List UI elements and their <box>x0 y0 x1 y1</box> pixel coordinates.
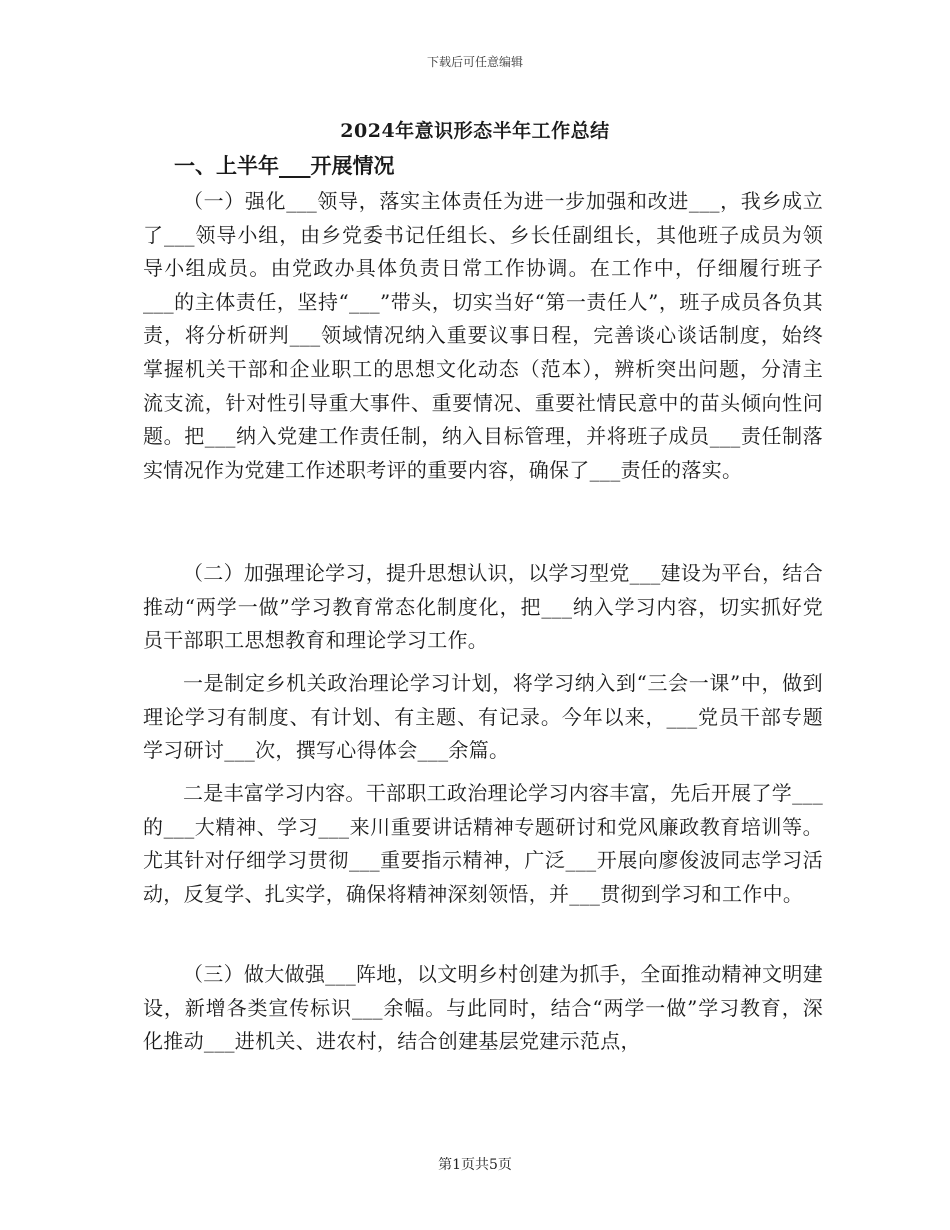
section-heading: 一、上半年___开展情况 <box>174 153 395 178</box>
paragraph-1: （一）强化___领导，落实主体责任为进一步加强和改进___，我乡成立了___领导小组，由乡党委书记任组长、乡长任副组长，其他班子成员为领导小组成员。由党政办具体负责日常工作协调。在工作中，仔细履行班子___的主体责任，坚持“___”带头，切实当好“第一责任人”，班子成员各负其责，将分析研判___领域情况纳入重要议事日程，完善谈心谈话制度，始终掌握机关干部和企业职工的思想文化动态（范本），辨析突出问题，分清主流支流，针对性引导重大事件、重要情况、重要社情民意中的苗头倾向性问题。把___纳入党建工作责任制，纳入目标管理，并将班子成员___责任制落实情况作为党建工作述职考评的重要内容，确保了___责任的落实。 <box>143 189 823 482</box>
paragraph-4: 二是丰富学习内容。干部职工政治理论学习内容丰富，先后开展了学___的___大精神、学习___来川重要讲话精神专题研讨和党风廉政教育培训等。尤其针对仔细学习贯彻___重要指示精神，广泛___开展向廖俊波同志学习活动，反复学、扎实学，确保将精神深刻领悟，并___贯彻到学习和工作中。 <box>143 781 823 906</box>
page-footer: 第1页共5页 <box>438 1157 512 1173</box>
document-title: 2024年意识形态半年工作总结 <box>340 120 610 142</box>
header-note: 下载后可任意编辑 <box>426 55 523 69</box>
paragraph-5: （三）做大做强___阵地，以文明乡村创建为抓手，全面推动精神文明建设，新增各类宣传标识___余幅。与此同时，结合“两学一做”学习教育，深化推动___进机关、进农村，结合创建基层党建示范点， <box>143 962 823 1054</box>
paragraph-2: （二）加强理论学习，提升思想认识，以学习型党___建设为平台，结合推动“两学一做”学习教育常态化制度化，把___纳入学习内容，切实抓好党员干部职工思想教育和理论学习工作。 <box>143 561 823 653</box>
paragraph-3: 一是制定乡机关政治理论学习计划，将学习纳入到“三会一课”中，做到理论学习有制度、有计划、有主题、有记录。今年以来，___党员干部专题学习研讨___次，撰写心得体会___余篇。 <box>143 671 823 763</box>
